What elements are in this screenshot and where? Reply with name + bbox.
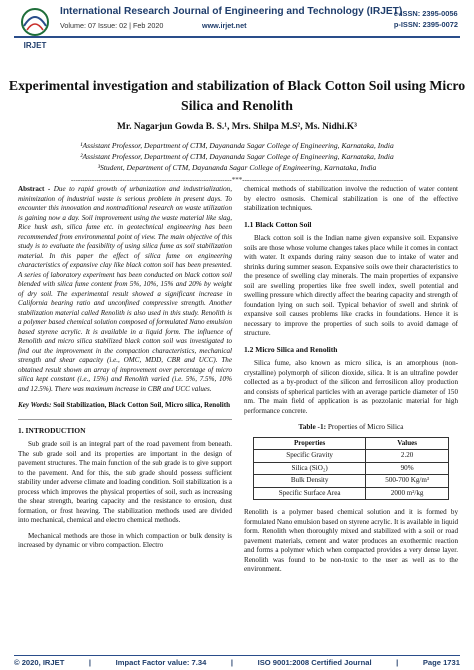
table-cell: Specific Gravity — [254, 450, 366, 463]
affiliations — [0, 140, 474, 173]
table-header-cell: Properties — [254, 437, 366, 450]
irjet-logo-icon — [14, 6, 56, 52]
table-cell: 2000 m²/kg — [366, 487, 449, 500]
intro-heading: 1. INTRODUCTION — [18, 425, 86, 435]
eissn: e-ISSN: 2395-0056 — [393, 9, 458, 18]
journal-header — [0, 0, 474, 62]
table-cell: Specific Surface Area — [254, 487, 366, 500]
svg-text:IRJET: IRJET — [23, 41, 47, 50]
table-cell: Silica (SiO₂) — [254, 462, 366, 475]
page-footer — [14, 655, 460, 667]
abstract-divider — [18, 419, 232, 420]
issue-info: Volume: 07 Issue: 02 | Feb 2020 — [60, 21, 164, 30]
abstract — [18, 185, 232, 394]
footer-sep: | — [230, 658, 234, 667]
micro-silica-paragraph: Silica fume, also known as micro silica, is an amorphous (non-crystalline) polymorph of silicon dioxide, silica. It is an ultrafine powder collected as a by-product of the silicon and ferrosilicon alloy production and consists of spherical particles with an average particle diameter of 150 nm. The main field of application is as pozzolanic material for high performance concrete. — [244, 359, 458, 415]
table-row — [254, 450, 449, 463]
affiliation-2: ²Assistant Professor, Department of CTM, Dayananda Sagar College of Engineering, Karnataka, India — [80, 152, 394, 161]
affiliation-1: ¹Assistant Professor, Department of CTM, Dayananda Sagar College of Engineering, Karnataka, India — [80, 141, 394, 150]
left-column — [18, 185, 232, 557]
table-cell: 500-700 Kg/m³ — [366, 475, 449, 488]
abstract-label: Abstract - — [18, 185, 51, 193]
footer-sep: | — [396, 658, 399, 667]
table-row — [254, 475, 449, 488]
intro-paragraph-2: Mechanical methods are those in which compaction or bulk density is increased by dynamic or vibro compaction. Electro — [18, 531, 232, 549]
table-cell: 90% — [366, 462, 449, 475]
keywords-label: Key Words: — [18, 401, 52, 409]
footer-sep: | — [88, 658, 92, 667]
table-header-cell: Values — [366, 437, 449, 450]
pissn: p-ISSN: 2395-0072 — [393, 20, 458, 29]
paper-authors: Mr. Nagarjun Gowda B. S.¹, Mrs. Shilpa M.S², Ms. Nidhi.K³ — [117, 122, 357, 132]
affiliation-3: ³Student, Department of CTM, Dayananda Sagar College of Engineering, Karnataka, India — [97, 163, 377, 172]
table-header-row — [254, 437, 449, 450]
abstract-text: Due to rapid growth of urbanization and industrialization, minimization of industrial waste is serious problem in present days. To encounter this innovation and nontraditional research on waste utilization is gaining now a day. Soil improvement using the waste material like slag, Rice husk ash, silica fume etc. in geotechnical engineering has been recommended from environmental point of view. The main objective of this study is to evaluate the feasibility of using silica fume as soil stabilization material. In this paper the effect of silica fume on engineering characteristics of expansive clay like black cotton soil has been presented. A series of laboratory experiment has been conducted on black cotton soil blended with silica fume content from 5%, 10%, 15% and 20% by weight of dry soil. The experimental result showed a significant increase in California bearing ratio and unconfined compressive strength. Another stabilization material called Renolith is also used in this study. Renolith is a polymer based chemical solution composed of formulated Nano emulsion based styrene acrylic. It is available in a liquid form. The influence of Renolith and micro silica stabilized black cotton soil was investigated to find out the improvement in the compaction characteristics, mechanical strength and shear capacity (i.e., OMC, MDD, CBR and UCC). The obtained result shown an array of improvement over percentage of micro silica kept constant (i.e., 15%) and Renolith varied (i.e. 5%, 7.5%, 10% and 12.5%). There was maximum increase in CBR and UCC values. — [18, 185, 232, 393]
issue-line — [60, 21, 247, 30]
intro-paragraph-1: Sub grade soil is an integral part of the road pavement from beneath. The sub grade soil and its properties are important in the design of pavement structures. The main function of the sub grade is to give support to the pavement. And for this, the sub grade should possess sufficient stability under adverse climate and loading condition. Soil stabilization is a process which improves the physical properties of soil, such as increasing the shear strength, bearing capacity and the resistance to erosion, dust formation, or frost heaving. The stabilization methods used are divided into mechanical, chemical and electro chemical methods. — [18, 440, 232, 524]
footer-iso: ISO 9001:2008 Certified Journal — [257, 658, 372, 667]
table-title: Properties of Micro Silica — [326, 422, 404, 431]
chem-paragraph: chemical methods of stabilization involve the reduction of water content by electro osmosis. Chemical stabilization is one of the effective stabilization techniques. — [244, 185, 458, 212]
journal-url[interactable]: www.irjet.net — [202, 21, 247, 30]
keywords-text: Soil Stabilization, Black Cotton Soil, Micro silica, Renolith — [51, 401, 231, 409]
table-caption — [244, 422, 458, 432]
properties-table — [253, 437, 449, 501]
paper-title: Experimental investigation and stabilization of Black Cotton Soil using Micro Silica and Renolith — [8, 78, 466, 113]
table-row — [254, 487, 449, 500]
table-cell: Bulk Density — [254, 475, 366, 488]
heading-micro-silica: 1.2 Micro Silica and Renolith — [244, 344, 338, 354]
issn-block — [394, 8, 458, 30]
footer-page: Page 1731 — [422, 658, 460, 667]
header-rule — [14, 36, 460, 38]
right-column — [244, 185, 458, 581]
keywords — [18, 401, 232, 411]
table-row — [254, 462, 449, 475]
renolith-paragraph: Renolith is a polymer based chemical solution and it is formed by formulated Nano emulsion based on styrene acrylic. It is available in liquid form. Renolith when thoroughly mixed and stabilized with a soil or road pavement materials, cement and water produces an exothermic reaction and forms a polymer which when compacted provides a very dense layer. Renolith was found to be non-toxic to the user as well as to the environment. — [244, 508, 458, 573]
footer-copyright: © 2020, IRJET — [14, 658, 65, 667]
black-cotton-soil-paragraph: Black cotton soil is the Indian name given expansive soil. Expansive soils are those whose volume changes takes place while it comes in contact with water. It expands during rainy season due to intake of water and shrinks during summer season. Expansive soils owe their characteristics to the presence of swelling clay minerals. The main properties of expansive soil are swelling properties like free swell index, swell potential and swelling pressure which directly affect the bearing capacity and strength of foundation lying on such soil. Typical behavior of swell and shrink of expansive soil causes problems like cracks in foundations. Hence it is necessary to improve the properties of such soils to avoid damage of structure. — [244, 234, 458, 337]
table-label: Table -1: — [298, 422, 327, 431]
section-separator: ---------------------------------------------------------------------***--------------------------------------------------------------------- — [70, 176, 404, 184]
heading-black-cotton-soil: 1.1 Black Cotton Soil — [244, 219, 312, 229]
journal-title: International Research Journal of Engineering and Technology (IRJET) — [60, 6, 403, 17]
footer-impact: Impact Factor value: 7.34 — [115, 658, 207, 667]
table-cell: 2.20 — [366, 450, 449, 463]
